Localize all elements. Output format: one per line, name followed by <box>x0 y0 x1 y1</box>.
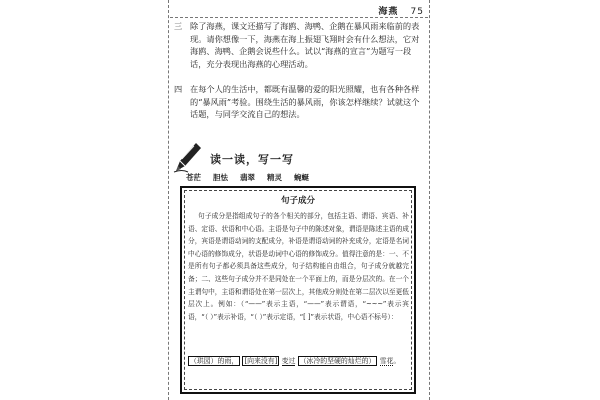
section-heading <box>172 141 312 173</box>
pencil-icon <box>172 141 202 173</box>
example-object: 雪花 <box>379 357 394 365</box>
section-title: 读一读，写一写 <box>210 153 294 166</box>
vocab-word: 翡翠 <box>240 173 255 182</box>
vocab-word: 精灵 <box>267 173 282 182</box>
question-3 <box>174 20 426 84</box>
info-box <box>180 186 416 394</box>
example-subject: （珙园）的雨， <box>190 357 239 365</box>
info-box-body: 句子成分是指组成句子的各个相关的部分，包括主语、谓语、宾语、补语、定语、状语和中心语。主语是句子中的陈述对象，谓语是陈述主语的成分，宾语是谓语动词的支配成分，补语是谓语动词的补充成分，定语是名词中心语的修饰成分，状语是动词中心语的修饰成分。值得注意的是：一、不是所有句子都必须具备这些成分，句子结构能自由组合，句子成分就越完备；二、这些句子成分并不是同处在一个平面上的，而是分层次的。在一个主谓句中，主语和谓语处在第一层次上，其他成分则处在第二层次以至更低层次上。例如：（“——”表示主语，“——”表示谓语，“~~~”表示宾语，“（ ）”表示补语，“（ ）”表示定语，“[ ]”表示状语，中心语不标号）： <box>188 212 409 321</box>
question-4 <box>174 83 426 123</box>
header-divider <box>170 17 428 18</box>
vocab-word: 蜿蜒 <box>294 173 309 182</box>
question-text: 除了海燕，课文还描写了海鸥、海鸭、企鹅在暴风雨来临前的表现。请你想像一下，海燕在海上振翅飞翔时会有什么想法，它对海鸥、海鸭、企鹅会说些什么。试以“海燕的宣言”为题写一段话，充分表现出海燕的心理活动。 <box>190 21 420 69</box>
question-number: 三 <box>174 21 183 31</box>
page-header <box>378 4 424 17</box>
question-text: 在每个人的生活中，都既有温馨的爱的阳光照耀，也有各种各样的“暴风雨”考验。围绕生活的暴风雨，你该怎样继续？试就这个话题，与同学交流自己的想法。 <box>190 84 420 120</box>
example-attribute: （冰冷的坚硬的灿烂的） <box>299 357 376 365</box>
example-period: 。 <box>393 357 401 365</box>
vocab-word: 胆怯 <box>213 173 228 182</box>
example-predicate: 变过 <box>281 357 296 365</box>
vocab-word: 苍茫 <box>186 173 201 182</box>
example-sentence <box>188 354 409 368</box>
question-number: 四 <box>174 84 183 94</box>
chapter-title: 海燕 <box>378 7 399 17</box>
example-adverbial: [向来没有] <box>244 357 278 365</box>
vocabulary-list <box>186 172 309 183</box>
info-box-title: 句子成分 <box>280 196 315 206</box>
page-number: 75 <box>410 7 424 17</box>
